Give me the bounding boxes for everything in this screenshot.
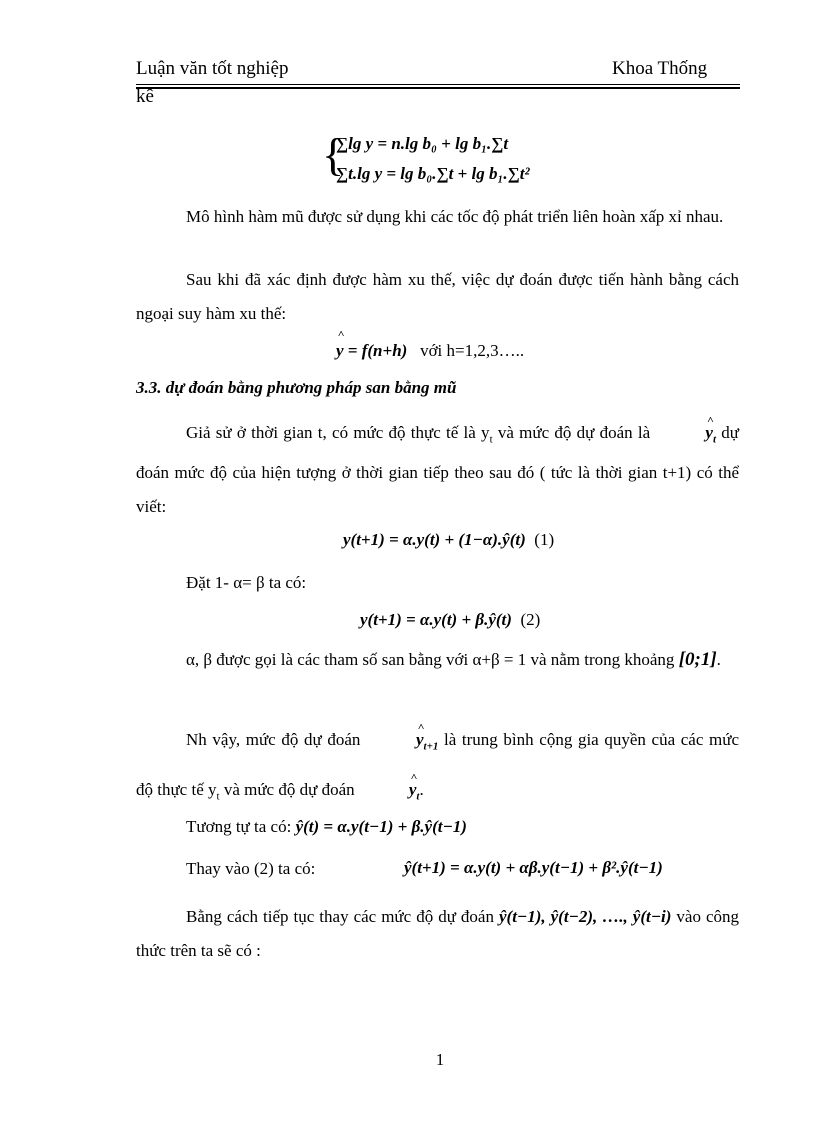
equation-4: ŷ(t+1) = α.y(t) + αβ.y(t−1) + β².ŷ(t−1) xyxy=(404,858,663,877)
header-right: Khoa Thống xyxy=(612,58,708,79)
brace-icon: { xyxy=(322,129,345,180)
system-line-2: ∑t.lg y = lg b₀.∑t + lg b₁.∑t² xyxy=(336,164,530,183)
paragraph-2: Sau khi đã xác định được hàm xu thế, việc dự đoán được tiến hành bằng cách ngoại suy hàm xu thế: xyxy=(136,270,739,323)
paragraph-8: Thay vào (2) ta có: xyxy=(186,859,316,878)
page-number: 1 xyxy=(435,1050,445,1069)
header-left: Luận văn tốt nghiệp xyxy=(136,58,289,79)
paragraph-4: Đặt 1- α= β ta có: xyxy=(186,573,307,592)
paragraph-9: Bằng cách tiếp tục thay các mức độ dự đoán ŷ(t−1), ŷ(t−2), …., ŷ(t−i) vào công thức trên ta sẽ có : xyxy=(136,907,740,960)
equation-1: y(t+1) = α.y(t) + (1−α).ŷ(t) (1) xyxy=(343,530,555,549)
header-continuation: kê xyxy=(136,86,154,107)
forecast-equation: ˄ y = f(n+h) với h=1,2,3….. xyxy=(336,341,524,361)
header-rule-thick xyxy=(136,87,740,89)
equation-system xyxy=(322,130,582,194)
equation-2: y(t+1) = α.y(t) + β.ŷ(t) (2) xyxy=(360,610,541,629)
header-rule xyxy=(136,84,740,85)
section-heading: 3.3. dự đoán bằng phương pháp san bằng mũ xyxy=(136,378,457,397)
system-line-1: ∑lg y = n.lg b₀ + lg b₁.∑t xyxy=(336,134,509,153)
paragraph-1: Mô hình hàm mũ được sử dụng khi các tốc độ phát triển liên hoàn xấp xỉ nhau. xyxy=(186,207,724,226)
paragraph-5: α, β được gọi là các tham số san bằng với α+β = 1 và nằm trong khoảng [0;1]. xyxy=(186,649,721,670)
paragraph-6: Nh vậy, mức độ dự đoán ˄ $y_{t+1}$ là trung bình cộng gia quyền của các mức độ thực tế $y_t$ và mức độ dự đoán ˄ $y_t$. xyxy=(136,718,739,819)
paragraph-3: Giả sử ở thời gian t, có mức độ thực tế là $y_t$ và mức độ dự đoán là ˄ $y_t$ dự đoán mức độ của hiện tượng ở thời gian tiếp theo sau đó ( tức là thời gian t+1) có thể viết: xyxy=(136,416,739,524)
paragraph-7: Tương tự ta có: ŷ(t) = α.y(t−1) + β.ŷ(t−1) xyxy=(186,817,467,836)
